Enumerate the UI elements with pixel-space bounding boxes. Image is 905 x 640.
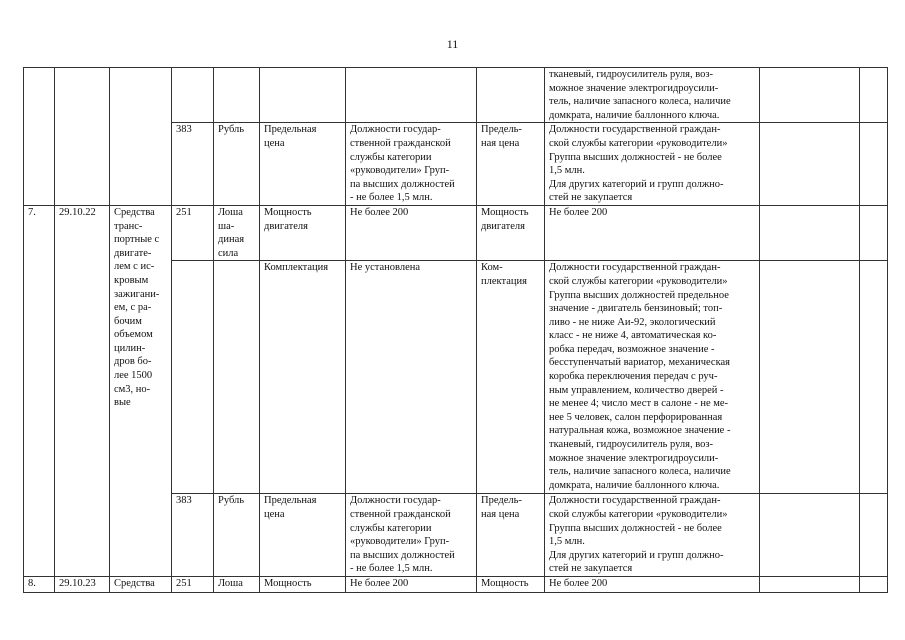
cell-value: Не более 200 xyxy=(346,577,477,593)
table-row-power xyxy=(24,577,888,593)
cell-justification xyxy=(760,123,860,206)
cell-characteristic xyxy=(260,68,346,123)
cell-char-name: Предель- ная цена xyxy=(477,494,545,577)
cell-requirement: Должности государственной граждан- ской службы категории «руководители» Группа высших должностей предельное значение - двигатель бензиновый; топ- ливо - не ниже Аи-92, экологический класс - не ниже 4, автоматическая ко- робка передач, возможное значение - бесступенчатый вариатор, механическая коробка переключения передач с руч- ным управлением, количество дверей - не менее 4; число мест в салоне - не ме- нее 5 человек, салон перфорированная натуральная кожа, возможное значение - тканевый, гидроусилитель руля, воз- можное значение электрогидроусили- тель, наличие запасного колеса, наличие домкрата, наличие баллонного ключа. xyxy=(545,261,760,494)
cell-extra xyxy=(860,123,888,206)
cell-char-code: 251 xyxy=(172,205,214,260)
cell-char-code: 383 xyxy=(172,494,214,577)
cell-requirement: тканевый, гидроусилитель руля, воз- можное значение электрогидроусили- тель, наличие запасного колеса, наличие домкрата, наличие баллонного ключа. xyxy=(545,68,760,123)
cell-code: 29.10.23 xyxy=(55,577,110,593)
cell-number: 8. xyxy=(24,577,55,593)
cell-characteristic: Предельная цена xyxy=(260,123,346,206)
cell-requirement: Не более 200 xyxy=(545,577,760,593)
cell-extra xyxy=(860,68,888,123)
page-number: 11 xyxy=(446,37,459,51)
cell-unit xyxy=(214,68,260,123)
cell-name: Средства транс- портные с двигате- лем с ис- кровым зажигани- ем, с ра- бочим объемом цилин- дров бо- лее 1500 см3, но- вые xyxy=(110,205,172,576)
cell-characteristic: Предельная цена xyxy=(260,494,346,577)
cell-justification xyxy=(760,261,860,494)
cell-requirement: Должности государственной граждан- ской службы категории «руководители» Группа высших должностей - не более 1,5 млн. Для других категорий и групп должно- стей не закупается xyxy=(545,494,760,577)
cell-unit: Рубль xyxy=(214,494,260,577)
cell-justification xyxy=(760,577,860,593)
cell-char-name xyxy=(477,68,545,123)
cell-value: Не установлена xyxy=(346,261,477,494)
cell-requirement: Должности государственной граждан- ской службы категории «руководители» Группа высших должностей - не более 1,5 млн. Для других категорий и групп должно- стей не закупается xyxy=(545,123,760,206)
cell-name xyxy=(110,68,172,206)
cell-extra xyxy=(860,261,888,494)
cell-extra xyxy=(860,205,888,260)
cell-unit: Лоша xyxy=(214,577,260,593)
cell-number: 7. xyxy=(24,205,55,576)
table-row-power xyxy=(24,205,888,260)
cell-requirement: Не более 200 xyxy=(545,205,760,260)
cell-char-name: Мощность двигателя xyxy=(477,205,545,260)
cell-characteristic: Мощность xyxy=(260,577,346,593)
cell-number xyxy=(24,68,55,206)
cell-char-name: Ком- плектация xyxy=(477,261,545,494)
cell-unit: Лоша ша- диная сила xyxy=(214,205,260,260)
cell-justification xyxy=(760,68,860,123)
cell-characteristic: Мощность двигателя xyxy=(260,205,346,260)
cell-value: Должности государ- ственной гражданской службы категории «руководители» Груп- па высших должностей - не более 1,5 млн. xyxy=(346,494,477,577)
cell-char-code xyxy=(172,261,214,494)
cell-extra xyxy=(860,577,888,593)
cell-char-name: Предель- ная цена xyxy=(477,123,545,206)
cell-extra xyxy=(860,494,888,577)
cell-value: Должности государ- ственной гражданской службы категории «руководители» Груп- па высших должностей - не более 1,5 млн. xyxy=(346,123,477,206)
cell-code: 29.10.22 xyxy=(55,205,110,576)
cell-code xyxy=(55,68,110,206)
cell-char-code xyxy=(172,68,214,123)
table-row-continuation xyxy=(24,68,888,123)
cell-unit xyxy=(214,261,260,494)
cell-unit: Рубль xyxy=(214,123,260,206)
cell-char-code: 251 xyxy=(172,577,214,593)
cell-name: Средства xyxy=(110,577,172,593)
cell-char-code: 383 xyxy=(172,123,214,206)
cell-char-name: Мощность xyxy=(477,577,545,593)
cell-value xyxy=(346,68,477,123)
cell-justification xyxy=(760,494,860,577)
cell-value: Не более 200 xyxy=(346,205,477,260)
cell-justification xyxy=(760,205,860,260)
requirements-table xyxy=(23,67,888,593)
cell-characteristic: Комплектация xyxy=(260,261,346,494)
